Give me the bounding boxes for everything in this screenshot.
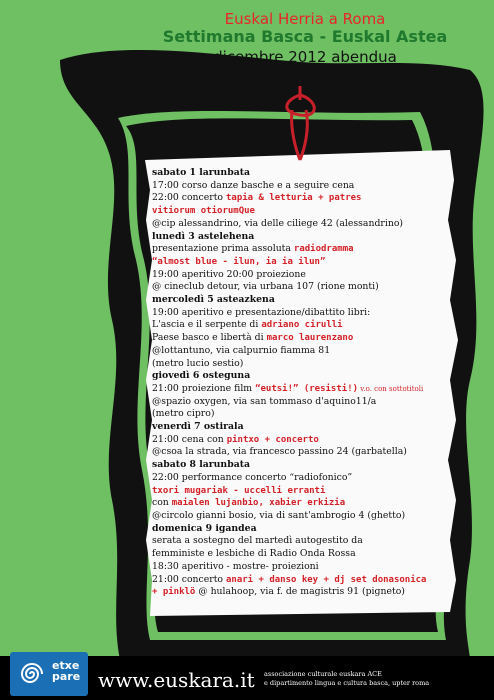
venue-line: (metro lucio sestio) bbox=[152, 357, 244, 369]
association-credits bbox=[264, 670, 429, 688]
program-text: 21:00 proiezione film bbox=[152, 382, 256, 394]
program-line: 18:30 aperitivo - mostre- proiezioni bbox=[152, 560, 319, 572]
program-line: 19:00 aperitivo e presentazione/dibattito libri: bbox=[152, 306, 371, 318]
artist-highlight: marco laurenzano bbox=[266, 333, 354, 344]
header-date: dicembre 2012 abendua bbox=[213, 48, 397, 66]
artist-highlight: adriano cirulli bbox=[261, 320, 343, 331]
venue-line: @ cineclub detour, via urbana 107 (rione monti) bbox=[152, 281, 379, 293]
subtitle-note: v.o. con sottotitoli bbox=[358, 384, 424, 393]
program-line bbox=[152, 586, 452, 599]
artist-highlight: “almost blue - ilun, ia ia ilun” bbox=[152, 256, 326, 267]
artist-highlight: maialen lujanbio, xabier erkizia bbox=[171, 498, 346, 509]
day-heading: giovedì 6 osteguna bbox=[152, 370, 251, 382]
program-line: femministe e lesbiche di Radio Onda Rossa bbox=[152, 548, 356, 560]
program-text: Paese basco e libertà di bbox=[152, 332, 267, 344]
artist-highlight: anari + danso key + dj set donasonica bbox=[225, 574, 427, 585]
artist-highlight: tapia & letturia + patres bbox=[225, 193, 362, 204]
artist-highlight: + pinklö bbox=[152, 587, 196, 598]
artist-highlight: “eutsi!” (resisti!) bbox=[255, 383, 359, 394]
program-line bbox=[152, 243, 452, 256]
etxepare-logo bbox=[10, 652, 88, 696]
venue-line: @csoa la strada, via francesco passino 24 (garbatella) bbox=[152, 446, 407, 458]
artist-highlight: pintxo + concerto bbox=[226, 434, 319, 445]
program-text: L'ascia e il serpente di bbox=[152, 319, 262, 331]
program-line bbox=[152, 497, 452, 510]
venue-line: @circolo gianni bosio, via di sant'ambrogio 4 (ghetto) bbox=[152, 509, 406, 521]
day-heading: mercoledì 5 asteazkena bbox=[152, 294, 275, 306]
program-line: 19:00 aperitivo 20:00 proiezione bbox=[152, 268, 306, 280]
day-heading: sabato 8 larunbata bbox=[152, 459, 251, 471]
program-line bbox=[152, 192, 452, 205]
artist-highlight: vitiorum otiorumQue bbox=[152, 206, 255, 217]
event-program bbox=[152, 167, 452, 599]
day-heading: venerdì 7 ostirala bbox=[152, 421, 244, 433]
venue-text: @ hulahoop, via f. de magistris 91 (pigneto) bbox=[195, 586, 405, 598]
artist-highlight: txori mugariak - uccelli erranti bbox=[152, 485, 326, 496]
spiral-icon bbox=[17, 659, 47, 689]
program-line: serata a sostegno del martedì autogestito da bbox=[152, 535, 363, 547]
venue-line: @spazio oxygen, via san tommaso d'aquino11/a bbox=[152, 395, 377, 407]
credit-line: e dipartimento lingua e cultura basca, upter roma bbox=[264, 679, 430, 687]
day-heading: sabato 1 larunbata bbox=[152, 167, 251, 178]
artist-highlight: radiodramma bbox=[293, 244, 354, 255]
program-line bbox=[152, 319, 452, 332]
program-text: 21:00 concerto bbox=[152, 573, 226, 585]
venue-line: (metro cipro) bbox=[152, 408, 215, 420]
header-title-week: Settimana Basca - Euskal Astea bbox=[162, 27, 448, 46]
program-text: con bbox=[152, 497, 172, 509]
logo-wordmark bbox=[52, 660, 80, 682]
logo-line: pare bbox=[52, 670, 81, 683]
day-heading: lunedì 3 astelehena bbox=[152, 230, 255, 242]
day-heading: domenica 9 igandea bbox=[152, 522, 257, 534]
program-text: 21:00 cena con bbox=[152, 433, 227, 445]
venue-line: @lottantuno, via calpurnio fiamma 81 bbox=[152, 344, 331, 356]
venue-line: @cip alessandrino, via delle ciliege 42 (alessandrino) bbox=[152, 217, 404, 229]
logo-line: etxe bbox=[52, 659, 80, 672]
program-line bbox=[152, 434, 452, 447]
website-url[interactable]: www.euskara.it bbox=[98, 668, 255, 692]
program-text: presentazione prima assoluta bbox=[152, 243, 294, 255]
program-line bbox=[152, 383, 452, 396]
program-line: 22:00 performance concerto “radiofonico” bbox=[152, 471, 353, 483]
program-text: 22:00 concerto bbox=[152, 192, 226, 204]
credit-line: associazione culturale euskara ACE bbox=[264, 670, 382, 678]
header-title-basque-country: Euskal Herria a Roma bbox=[224, 10, 386, 28]
program-line bbox=[152, 332, 452, 345]
program-line bbox=[152, 574, 452, 587]
program-line: 17:00 corso danze basche e a seguire cena bbox=[152, 179, 355, 191]
